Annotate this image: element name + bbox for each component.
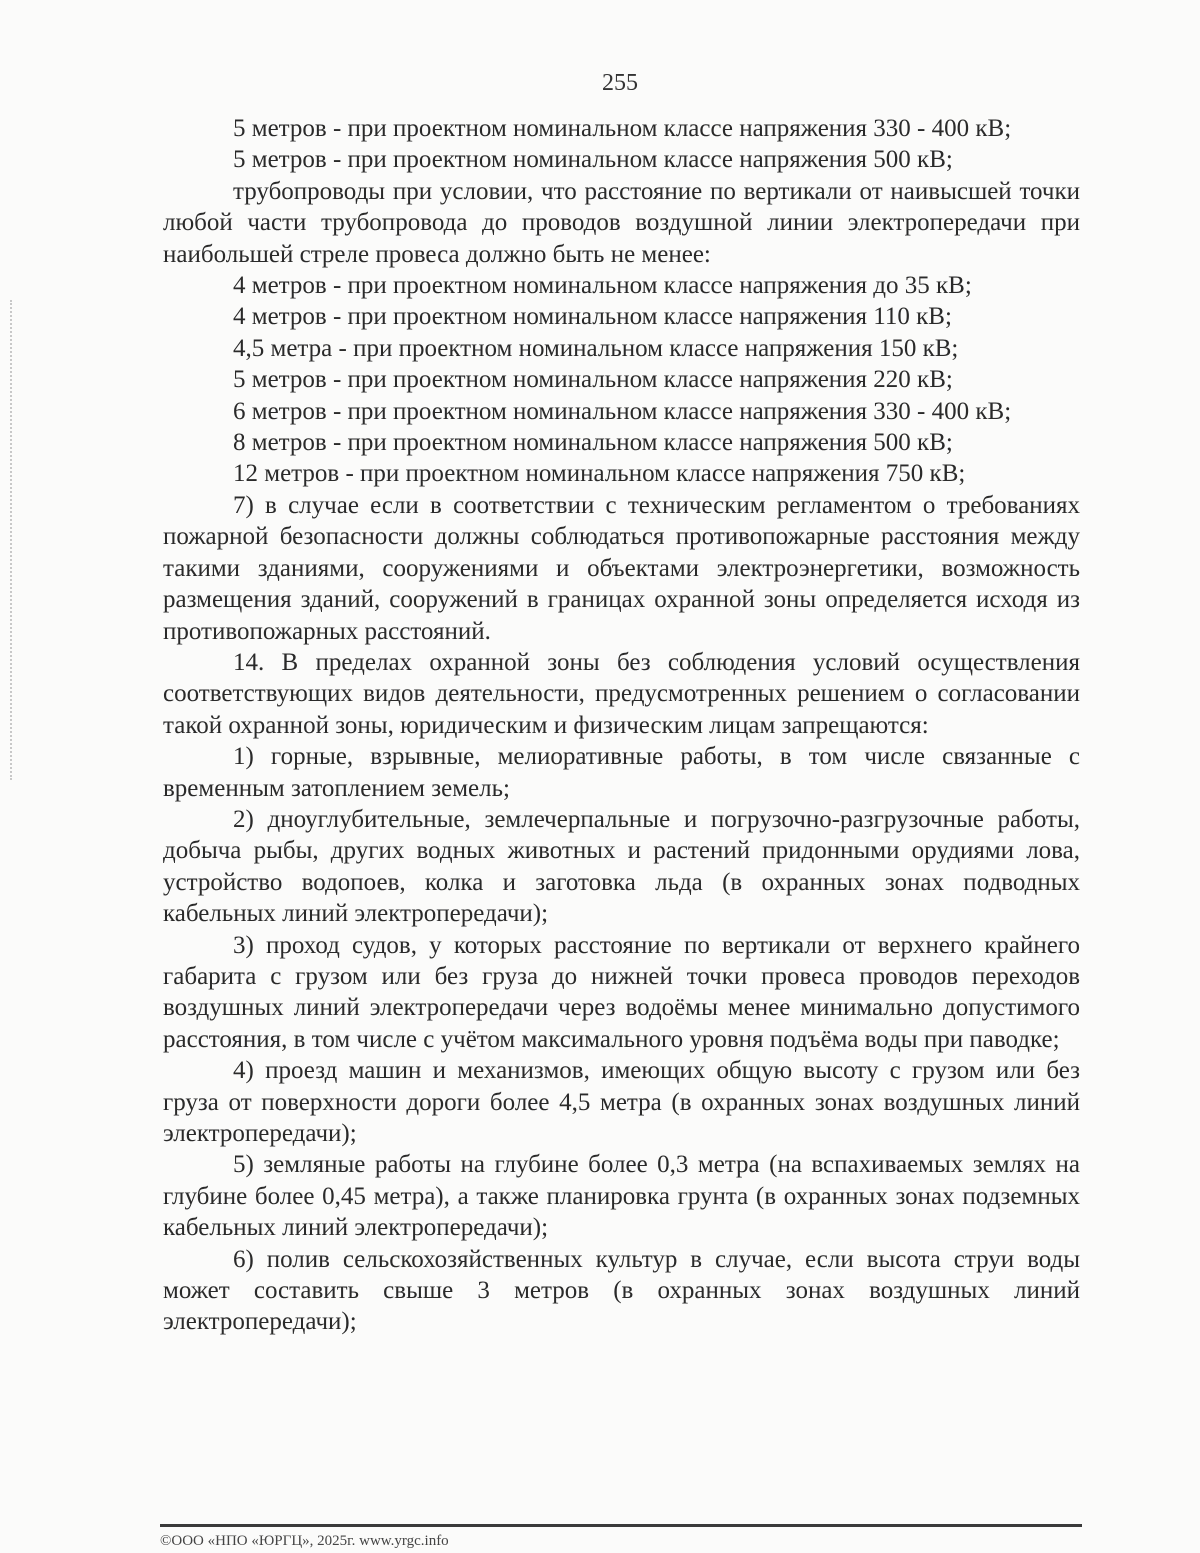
document-body (163, 113, 1080, 1338)
paragraph: 4,5 метра - при проектном номинальном классе напряжения 150 кВ; (233, 334, 959, 362)
paragraph: 12 метров - при проектном номинальном классе напряжения 750 кВ; (233, 460, 966, 488)
paragraph: 4 метров - при проектном номинальном классе напряжения 110 кВ; (233, 303, 952, 331)
paragraph: 6 метров - при проектном номинальном классе напряжения 330 - 400 кВ; (233, 397, 1012, 425)
paragraph: 5 метров - при проектном номинальном классе напряжения 220 кВ; (233, 366, 953, 394)
paragraph: 2) дноуглубительные, землечерпальные и погрузочно-разгрузочные работы, добыча рыбы, других водных животных и растений придонными орудиями лова, устройство водопоев, колка и заготовка льда (в охранных зонах подводных кабельных линий электропередачи); (163, 805, 1080, 928)
paragraph: трубопроводы при условии, что расстояние по вертикали от наивысшей точки любой части трубопровода до проводов воздушной линии электропередачи при наибольшей стреле провеса должно быть не менее: (163, 177, 1080, 268)
paragraph: 7) в случае если в соответствии с техническим регламентом о требованиях пожарной безопасности должны соблюдаться противопожарные расстояния между такими зданиями, сооружениями и объектами электроэнергетики, возможность размещения зданий, сооружений в границах охранной зоны определяется исходя из противопожарных расстояний. (163, 491, 1080, 645)
paragraph: 4) проезд машин и механизмов, имеющих общую высоту с грузом или без груза от поверхности дороги более 4,5 метра (в охранных зонах воздушных линий электропередачи); (163, 1057, 1080, 1147)
scan-margin-artifact (10, 300, 14, 780)
paragraph: 5) земляные работы на глубине более 0,3 метра (на вспахиваемых землях на глубине более 0,45 метра), а также планировка грунта (в охранных зонах подземных кабельных линий электропередачи); (163, 1151, 1080, 1242)
paragraph: 6) полив сельскохозяйственных культур в случае, если высота струи воды может составить свыше 3 метров (в охранных зонах воздушных линий электропередачи); (163, 1245, 1080, 1336)
page-number: 255 (602, 70, 638, 96)
paragraph: 5 метров - при проектном номинальном классе напряжения 330 - 400 кВ; (233, 115, 1012, 142)
paragraph: 8 метров - при проектном номинальном классе напряжения 500 кВ; (233, 429, 953, 457)
paragraph: 4 метров - при проектном номинальном классе напряжения до 35 кВ; (233, 272, 972, 300)
footer-divider (160, 1524, 1082, 1527)
paragraph: 5 метров - при проектном номинальном классе напряжения 500 кВ; (233, 146, 953, 174)
paragraph: 3) проход судов, у которых расстояние по вертикали от верхнего крайнего габарита с грузом или без груза до нижней точки провеса проводов переходов воздушных линий электропередачи через водоёмы менее минимально допустимого расстояния, в том числе с учётом максимального уровня подъёма воды при паводке; (163, 931, 1080, 1053)
footer-copyright: ©ООО «НПО «ЮРГЦ», 2025г. www.yrgc.info (160, 1533, 449, 1549)
paragraph: 14. В пределах охранной зоны без соблюдения условий осуществления соответствующих видов деятельности, предусмотренных решением о согласовании такой охранной зоны, юридическим и физическим лицам запрещаются: (163, 648, 1080, 739)
paragraph: 1) горные, взрывные, мелиоративные работы, в том числе связанные с временным затоплением земель; (163, 743, 1080, 802)
